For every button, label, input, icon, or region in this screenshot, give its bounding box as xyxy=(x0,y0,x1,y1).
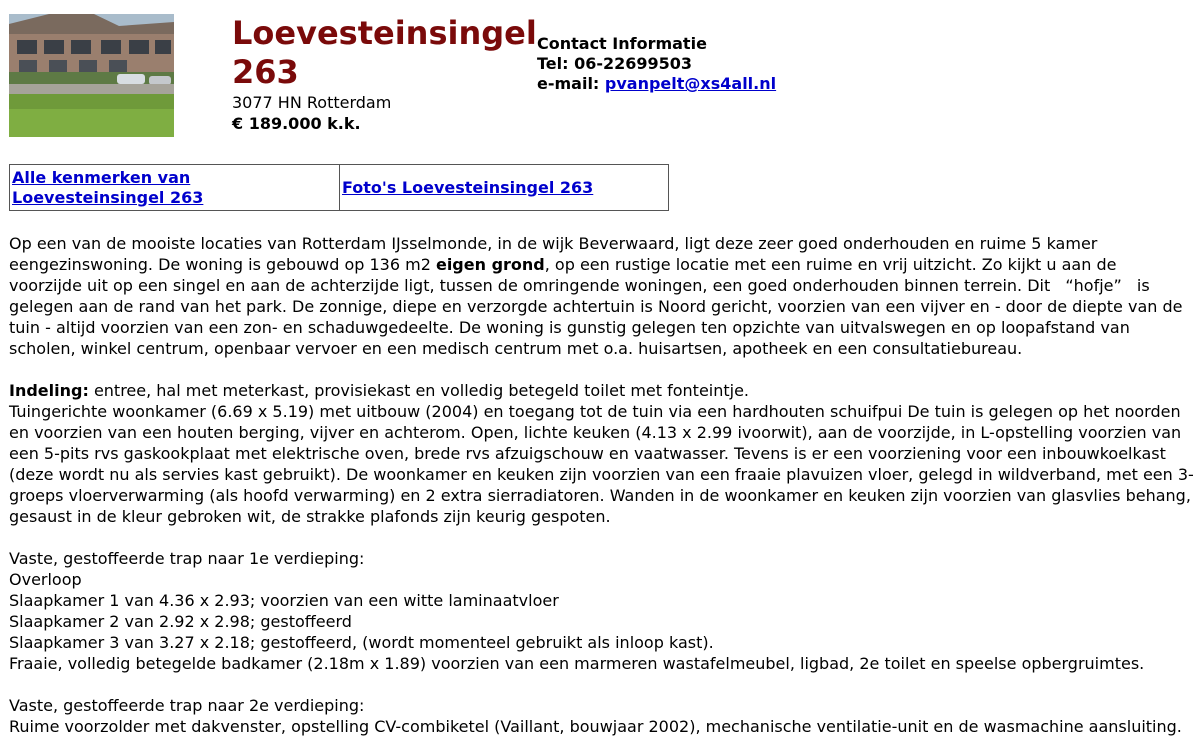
list-item: Slaapkamer 2 van 2.92 x 2.98; gestoffeerd xyxy=(9,612,352,631)
list-item: Overloop xyxy=(9,570,82,589)
indeling-text: entree, hal met meterkast, provisiekast en volledig betegeld toilet met fonteintje. xyxy=(88,381,750,400)
intro-text-2a: , op een rustige locatie met een ruime en vrij uitzicht. Zo kijkt u aan de voorzijde uit op een singel en aan de achterzijde ligt, tussen de omringende woningen, een goed onderhouden binnen terrein. Dit xyxy=(9,255,1117,295)
table-row xyxy=(10,165,669,211)
woonkamer-paragraph: Tuingerichte woonkamer (6.69 x 5.19) met uitbouw (2004) en toegang tot de tuin via een hardhouten schuifpui De tuin is gelegen op het noorden en voorzien van een houten berging, vijver en achterom. Open, lichte keuken (4.13 x 2.99 ivoorwit), aan de voorzijde, in L-opstelling voorzien van een 5-pits rvs gaskookplaat met elektrische oven, brede rvs afzuigschouw en vaatwasser. Tevens is er een voorziening voor een inbouwkoelkast (deze wordt nu als servies kast gebruikt). De woonkamer en keuken zijn voorzien van een fraaie plavuizen vloer, gelegd in wildverband, met een 3-groeps vloerverwarming (als hoofd verwarming) en 2 extra sierradiatoren. Wanden in de woonkamer en keuken zijn voorzien van glasvlies behang, gesaust in de kleur gebroken wit, de strakke plafonds zijn keurig gespoten. xyxy=(9,402,1194,526)
list-item: Fraaie, volledig betegelde badkamer (2.18m x 1.89) voorzien van een marmeren wastafelmeubel, ligbad, 2e toilet en speelse opbergruimtes. xyxy=(9,654,1145,673)
list-item: Slaapkamer 3 van 3.27 x 2.18; gestoffeerd, (wordt momenteel gebruikt als inloop kast). xyxy=(9,633,714,652)
verdieping1-heading: Vaste, gestoffeerde trap naar 1e verdieping: xyxy=(9,549,365,568)
indeling-label: Indeling: xyxy=(9,381,89,400)
listing-header xyxy=(232,14,537,134)
verdieping2-heading: Vaste, gestoffeerde trap naar 2e verdieping: xyxy=(9,696,365,715)
listing-price: € 189.000 k.k. xyxy=(232,114,361,133)
intro-paragraph xyxy=(9,233,1194,359)
contact-phone: Tel: 06-22699503 xyxy=(537,54,693,73)
intro-text-1: Op een van de mooiste locaties van Rotterdam IJsselmonde, in de wijk Beverwaard, ligt deze zeer goed onderhouden en ruime 5 kamer eengezinswoning. De woning is gebouwd op 136 m2 xyxy=(9,234,1098,274)
list-item: Slaapkamer 1 van 4.36 x 2.93; voorzien van een witte laminaatvloer xyxy=(9,591,559,610)
kenmerken-link[interactable]: Alle kenmerken van Loevesteinsingel 263 xyxy=(12,167,204,207)
contact-heading: Contact Informatie xyxy=(537,34,707,53)
page-title: Loevesteinsingel 263 xyxy=(232,14,537,91)
listing-description xyxy=(9,233,1194,737)
house-photo xyxy=(9,14,174,137)
contact-info xyxy=(537,34,776,94)
listing-links-table xyxy=(9,164,669,211)
fotos-link[interactable]: Foto's Loevesteinsingel 263 xyxy=(342,177,594,197)
intro-bold-text: eigen grond xyxy=(435,255,545,274)
intro-text-2b: is gelegen aan de rand van het park. De zonnige, diepe en verzorgde achtertuin is Noord gericht, voorzien van een vijver en - door de diepte van de tuin - altijd voorzien van een zon- en schaduwgedeelte. De woning is gunstig gelegen ten opzichte van uitvalswegen en op loopafstand van scholen, winkel centrum, openbaar vervoer en een medisch centrum met o.a. huisartsen, apotheek en een consultatiebureau. xyxy=(9,276,1183,358)
listing-address: 3077 HN Rotterdam xyxy=(232,93,392,112)
intro-hofje: “hofje” xyxy=(1065,276,1122,295)
links-cell-kenmerken xyxy=(10,165,340,211)
indeling-paragraph xyxy=(9,380,1194,401)
list-item: Ruime voorzolder met dakvenster, opstelling CV-combiketel (Vaillant, bouwjaar 2002), mechanische ventilatie-unit en de wasmachine aansluiting. xyxy=(9,717,1182,736)
contact-email-label: e-mail: xyxy=(537,74,605,93)
links-cell-fotos xyxy=(340,165,669,211)
contact-email-link[interactable]: pvanpelt@xs4all.nl xyxy=(604,74,777,93)
contact-email-row xyxy=(537,74,776,94)
